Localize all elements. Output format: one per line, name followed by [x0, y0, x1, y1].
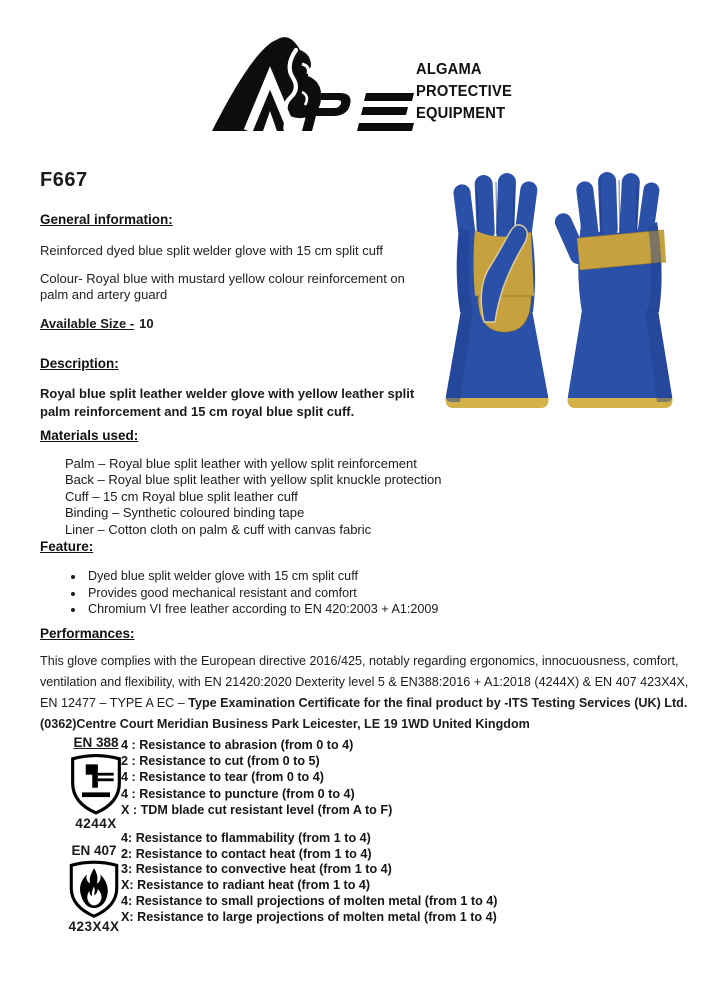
list-item: Liner – Cotton cloth on palm & cuff with canvas fabric	[65, 521, 372, 537]
en407-standard-label: EN 407	[71, 843, 117, 858]
en407-rating-legend	[121, 831, 498, 925]
rating-line: 4 : Resistance to abrasion (from 0 to 4)	[121, 738, 354, 752]
available-size-label: Available Size -	[40, 316, 135, 331]
letter-e	[357, 93, 414, 131]
ape-gorilla-logo-icon	[190, 30, 418, 144]
general-para-2: Colour- Royal blue with mustard yellow colour reinforcement on palm and artery guard	[40, 271, 405, 302]
performances-bold: Type Examination Certificate for the final product by -ITS Testing Services (UK) Ltd. (0362)Centre Court Meridian Business Park Leicester, LE 19 1WD United Kingdom	[40, 696, 688, 731]
company-name-line: EQUIPMENT	[416, 105, 506, 122]
glove-back-view	[552, 172, 672, 408]
general-para-1: Reinforced dyed blue split welder glove with 15 cm split cuff	[40, 243, 383, 258]
section-description	[40, 356, 444, 421]
en388-mechanical-shield-icon	[68, 752, 124, 816]
list-item: Cuff – 15 cm Royal blue split leather cuff	[65, 488, 298, 504]
list-item: • Chromium VI free leather according to EN 420:2003 + A1:2009	[85, 601, 438, 618]
product-photo-gloves	[424, 168, 688, 418]
available-size-line	[40, 316, 436, 331]
rating-line: X: Resistance to large projections of molten metal (from 1 to 4)	[121, 909, 497, 924]
description-text: Royal blue split leather welder glove with yellow leather split palm reinforcement and 15 cm royal blue split cuff.	[40, 386, 415, 419]
gorilla-head-icon	[212, 37, 321, 131]
en407-rating: 423X4X	[68, 919, 120, 934]
rating-line: 4: Resistance to flammability (from 1 to 4)	[121, 831, 371, 845]
feature-list	[85, 568, 438, 618]
company-name	[416, 59, 512, 125]
materials-heading: Materials used:	[40, 428, 139, 443]
performances-text	[40, 651, 690, 735]
general-information-heading: General information:	[40, 212, 173, 227]
rating-line: 2 : Resistance to cut (from 0 to 5)	[121, 754, 320, 769]
rating-line: 4 : Resistance to tear (from 0 to 4)	[121, 770, 324, 785]
list-item: Binding – Synthetic coloured binding tape	[65, 505, 305, 521]
glove-palm-view	[445, 173, 548, 408]
en407-heat-shield-icon	[66, 859, 122, 919]
available-size-value: 10	[139, 316, 154, 331]
list-item: Back – Royal blue split leather with yellow split knuckle protection	[65, 472, 442, 488]
list-item: • Dyed blue split welder glove with 15 cm split cuff	[85, 568, 438, 585]
section-performances	[40, 626, 690, 735]
performances-heading: Performances:	[40, 626, 135, 641]
section-feature	[40, 539, 438, 618]
rating-line: X: Resistance to radiant heat (from 1 to 4)	[121, 878, 371, 893]
section-materials-used	[40, 428, 441, 538]
en388-standard-label: EN 388	[73, 735, 119, 750]
list-item: Palm – Royal blue split leather with yellow split reinforcement	[65, 456, 417, 471]
company-name-line: ALGAMA	[416, 61, 482, 78]
en388-rating: 4244X	[75, 816, 117, 831]
materials-list	[65, 456, 441, 538]
description-heading: Description:	[40, 356, 119, 371]
feature-heading: Feature:	[40, 539, 94, 554]
list-item: • Provides good mechanical resistant and comfort	[85, 585, 438, 602]
company-name-line: PROTECTIVE	[416, 83, 512, 100]
rating-line: 4 : Resistance to puncture (from 0 to 4)	[121, 786, 355, 801]
rating-line: X : TDM blade cut resistant level (from A to F)	[121, 802, 393, 817]
rating-line: 4: Resistance to small projections of molten metal (from 1 to 4)	[121, 893, 498, 908]
product-code-title: F667	[40, 169, 88, 191]
rating-line: 3: Resistance to convective heat (from 1 to 4)	[121, 862, 392, 877]
en388-rating-legend	[121, 737, 392, 818]
performances-regular: This glove complies with the European directive 2016/425, notably regarding ergonomics, innocuousness, comfort, ventilation and flexibility, with EN 21420:2020 Dexterity level 5 & EN388:2016 + A1:2018 (4244X) & EN 407 423X4X, EN 12477 – TYPE A EC –	[40, 654, 689, 710]
rating-line: 2: Resistance to contact heat (from 1 to 4)	[121, 846, 372, 861]
section-general-information	[40, 212, 436, 331]
